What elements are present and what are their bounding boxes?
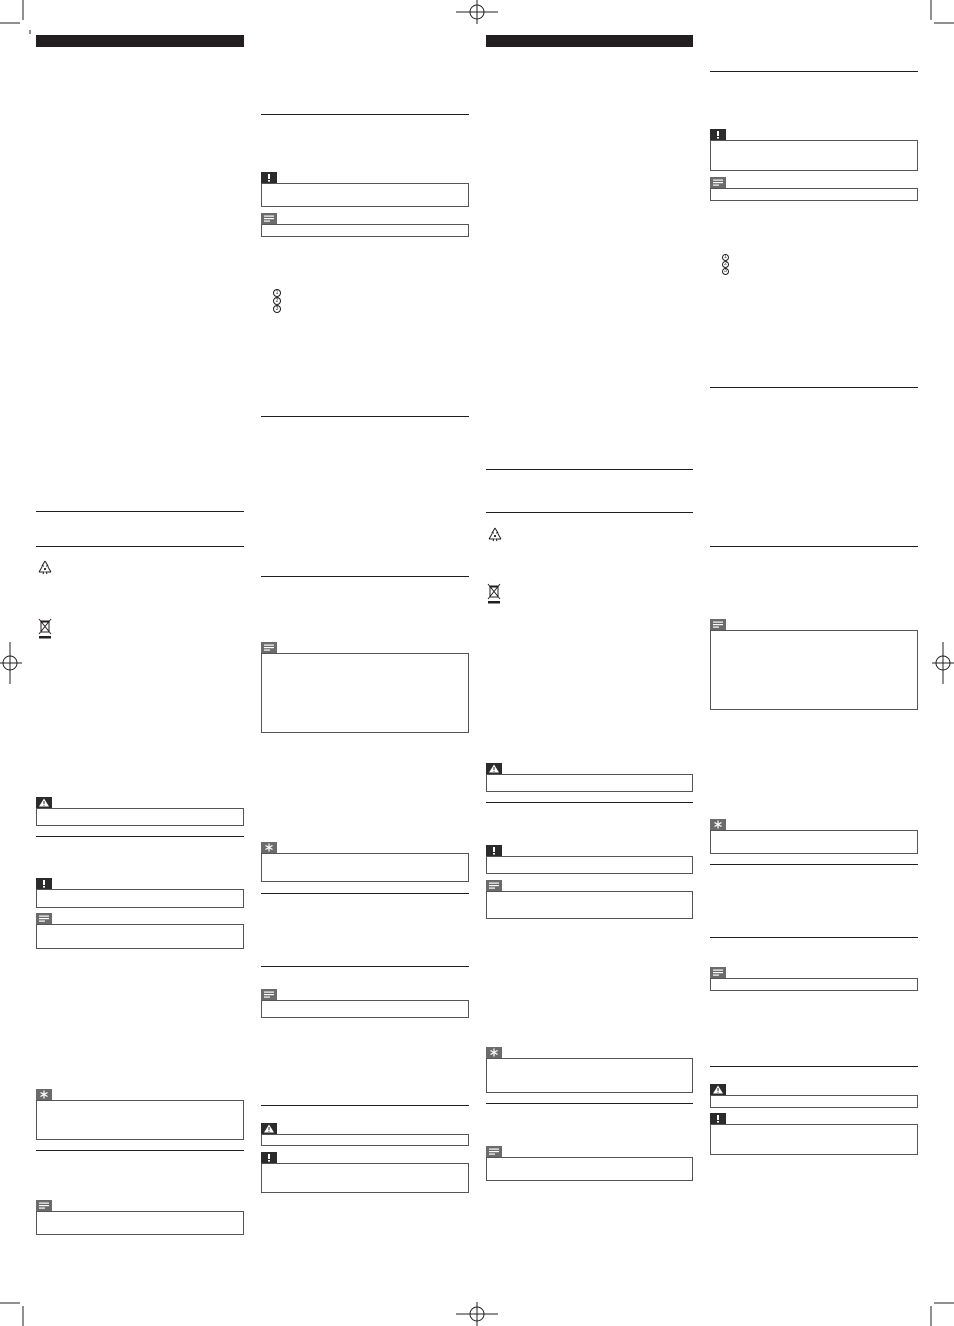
note-lines-icon [710, 967, 726, 978]
recycle-icon [36, 559, 54, 577]
warning-box [710, 1095, 918, 1108]
step-number: 3 [273, 305, 281, 313]
crossed-bin-icon [486, 582, 502, 604]
note-box [261, 224, 469, 237]
note-box [261, 653, 469, 733]
section-rule [36, 511, 244, 512]
tip-box [36, 1100, 244, 1140]
section-rule [710, 1066, 918, 1067]
step-number: 1 [273, 289, 281, 297]
asterisk-icon [486, 1047, 502, 1058]
section-rule [261, 114, 469, 115]
asterisk-icon [261, 842, 277, 853]
exclamation-icon [261, 1152, 277, 1163]
section-rule [486, 1103, 693, 1104]
note-lines-icon [710, 177, 726, 188]
section-rule [486, 802, 693, 803]
section-rule [710, 864, 918, 865]
note-lines-icon [36, 1200, 52, 1211]
note-lines-icon [486, 880, 502, 891]
note-box [486, 891, 693, 919]
step-number: 3 [722, 268, 729, 275]
important-box [710, 140, 918, 171]
section-rule [36, 836, 244, 837]
exclamation-icon [710, 129, 726, 140]
section-rule [486, 469, 693, 470]
step-number: 1 [722, 254, 729, 261]
warning-triangle-icon [36, 797, 52, 808]
step-number: 2 [722, 261, 729, 268]
note-box [36, 924, 244, 949]
warning-triangle-icon [486, 763, 502, 774]
section-rule [261, 966, 469, 967]
note-lines-icon [261, 213, 277, 224]
section-rule [36, 546, 244, 547]
important-box [261, 1163, 469, 1193]
tip-box [486, 1058, 693, 1093]
note-lines-icon [261, 642, 277, 653]
important-box [710, 1124, 918, 1155]
section-rule [710, 937, 918, 938]
warning-box [36, 808, 244, 826]
exclamation-icon [36, 878, 52, 889]
section-rule [261, 576, 469, 577]
note-lines-icon [36, 913, 52, 924]
note-lines-icon [710, 619, 726, 630]
note-lines-icon [261, 989, 277, 1000]
section-rule [36, 1150, 244, 1151]
section-header-bar [36, 35, 244, 47]
exclamation-icon [261, 172, 277, 183]
section-rule [710, 71, 918, 72]
section-rule [710, 546, 918, 547]
section-header-bar [486, 35, 693, 47]
important-box [261, 183, 469, 207]
note-box [261, 1000, 469, 1018]
exclamation-icon [710, 1113, 726, 1124]
note-box [710, 188, 918, 201]
step-number: 2 [273, 297, 281, 305]
crossed-bin-icon [37, 617, 53, 639]
section-rule [261, 416, 469, 417]
note-lines-icon [486, 1146, 502, 1157]
important-box [36, 889, 244, 908]
section-rule [710, 387, 918, 388]
warning-box [261, 1134, 469, 1146]
exclamation-icon [486, 845, 502, 856]
warning-box [486, 774, 693, 792]
tip-box [261, 853, 469, 882]
important-box [486, 856, 693, 874]
warning-triangle-icon [710, 1084, 726, 1095]
section-rule [261, 1105, 469, 1106]
asterisk-icon [36, 1089, 52, 1100]
section-rule [261, 893, 469, 894]
warning-triangle-icon [261, 1123, 277, 1134]
recycle-icon [486, 526, 504, 544]
note-box [36, 1211, 244, 1235]
asterisk-icon [710, 819, 726, 830]
note-box [486, 1157, 693, 1181]
note-box [710, 978, 918, 991]
section-rule [486, 512, 693, 513]
note-box [710, 630, 918, 710]
tip-box [710, 830, 918, 854]
